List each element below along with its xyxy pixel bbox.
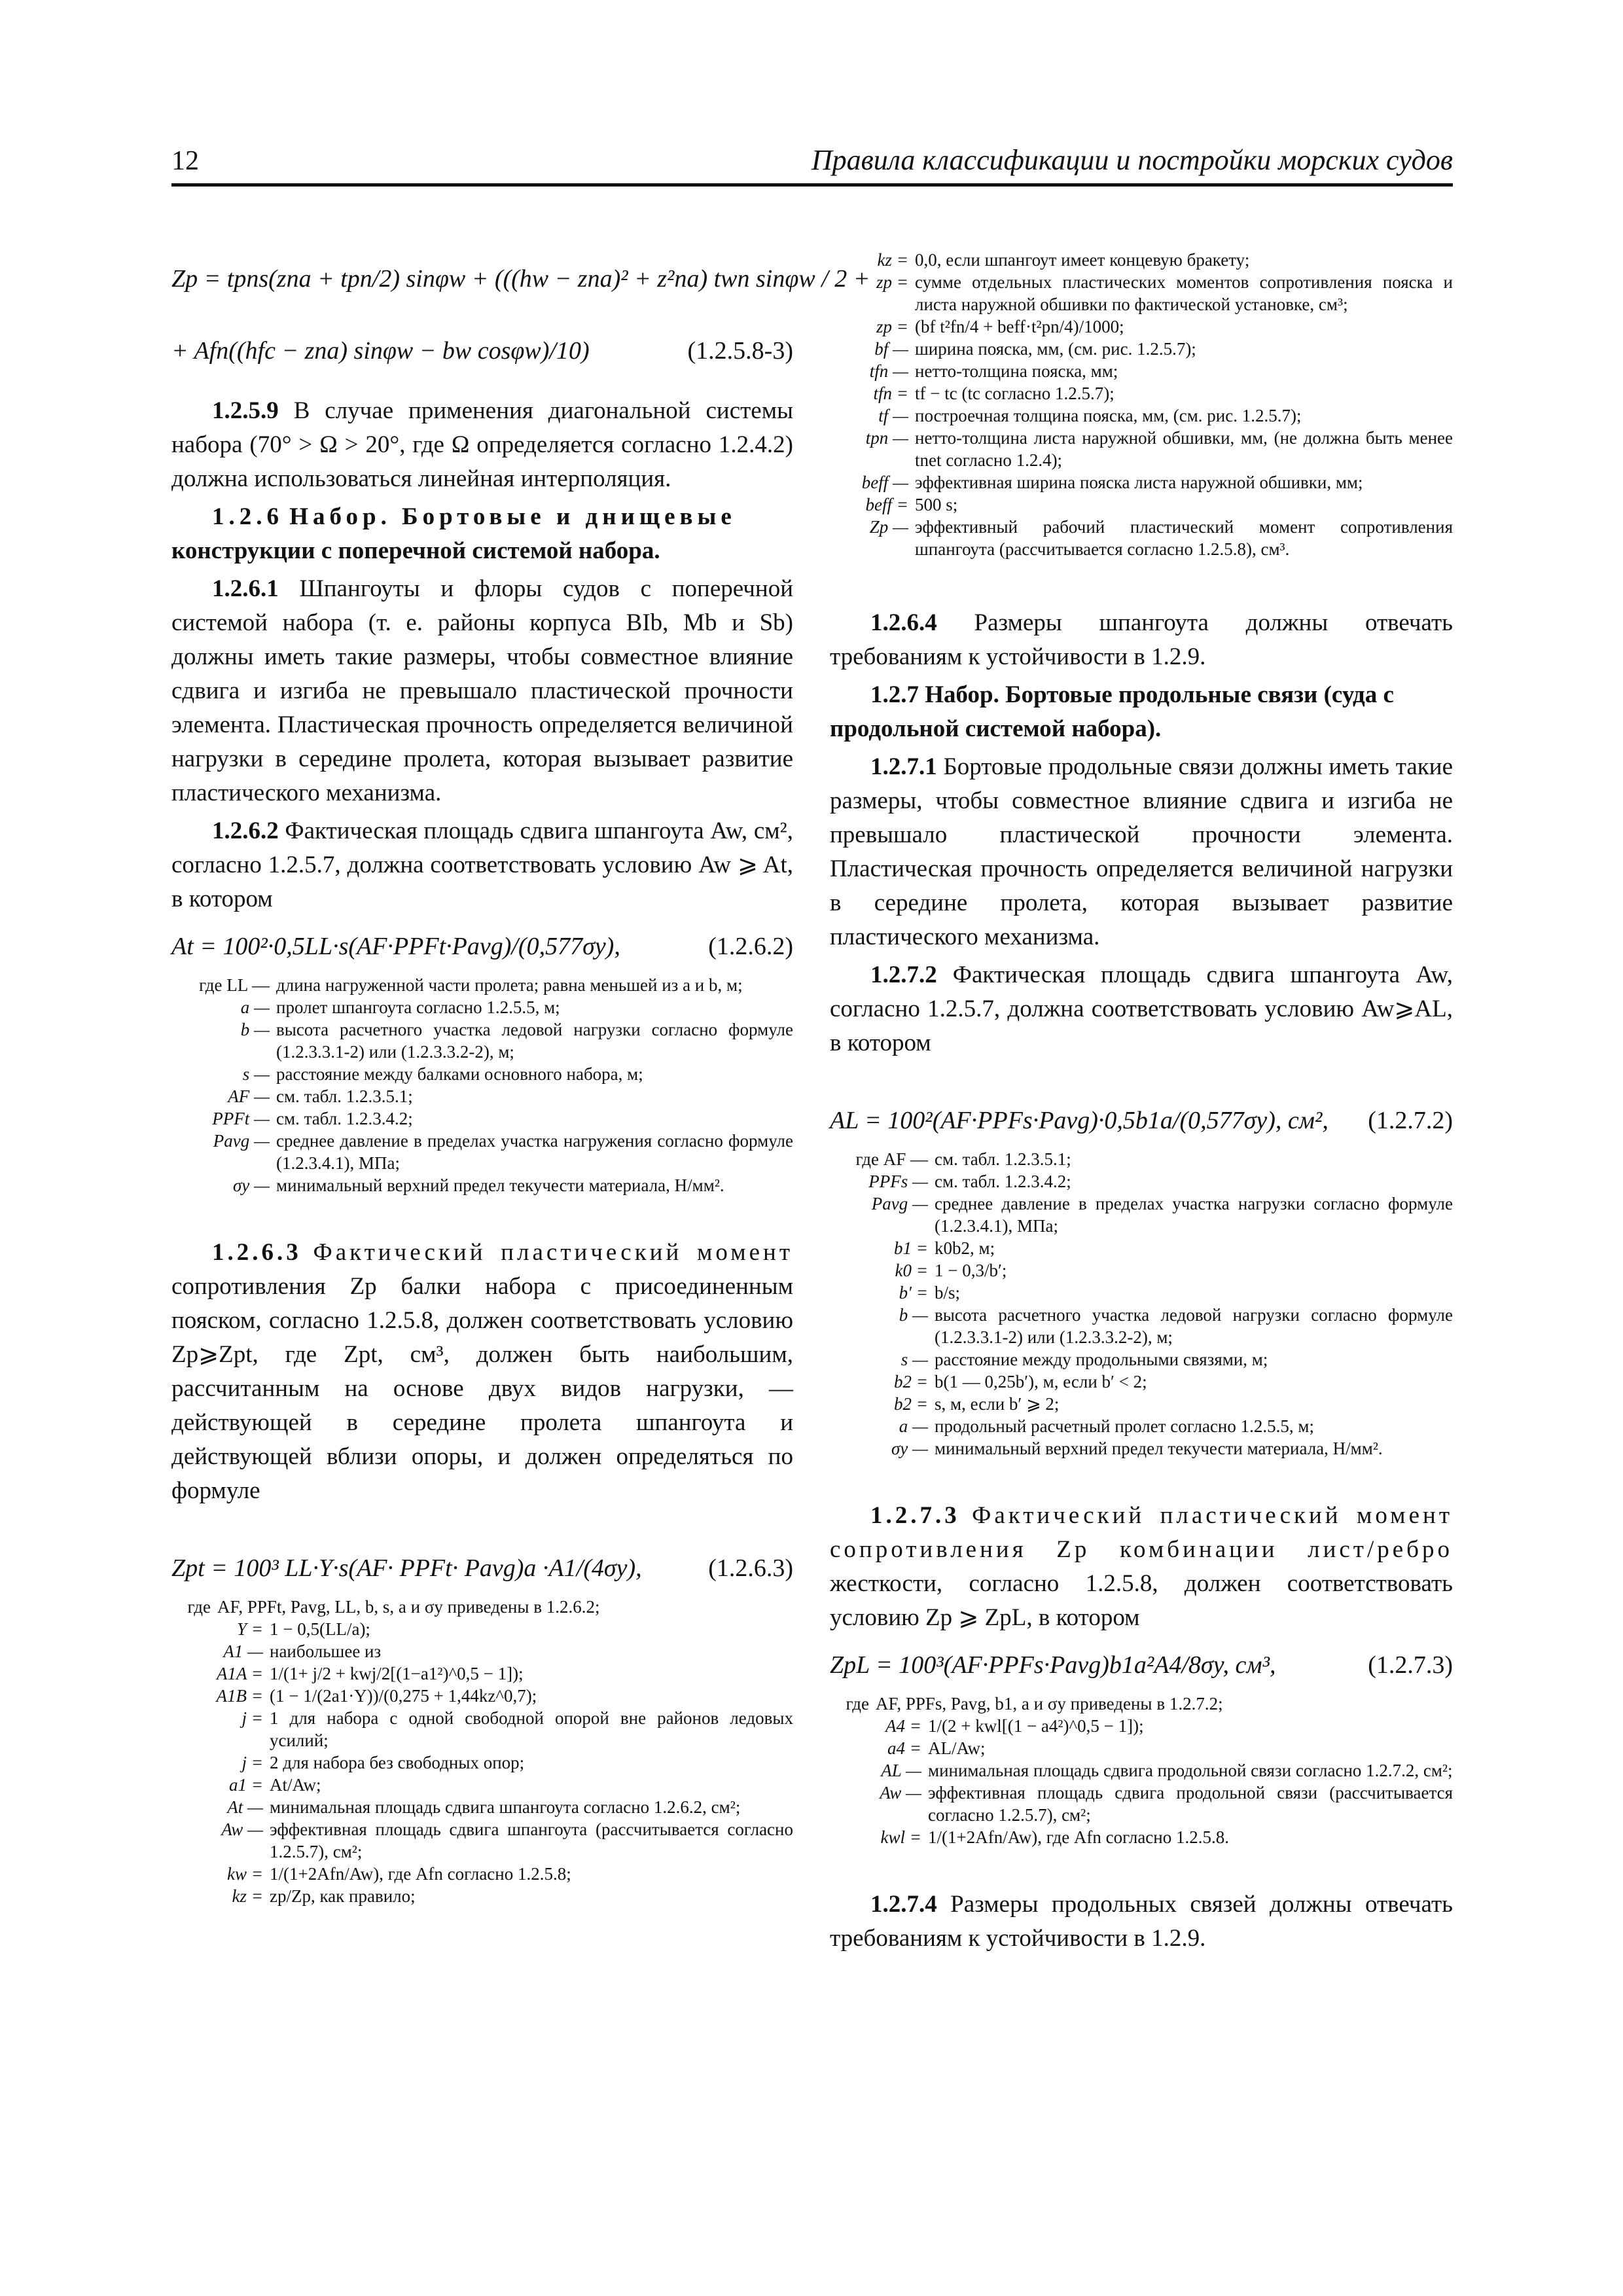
definition-item: kwl = 1/(1+2Afn/Aw), где Afn согласно 1.2.5.8. — [880, 1827, 1229, 1847]
definitions-top — [830, 249, 1453, 560]
section-title-rest: конструкции с поперечной системой набора. — [171, 537, 660, 564]
definition-item: A1 — наибольшее из — [223, 1641, 382, 1661]
spacer — [171, 1196, 793, 1236]
clause-number: 1.2.6.3 — [212, 1239, 302, 1266]
clause-number: 1.2.7.4 — [870, 1891, 937, 1918]
definitions-zpt — [171, 1596, 793, 1907]
clause-number: 1.2.6.1 — [212, 575, 279, 602]
definition-item: a — продольный расчетный пролет согласно 1.2.5.5, м; — [899, 1416, 1314, 1436]
left-column — [171, 249, 870, 1907]
spacer — [830, 560, 1453, 606]
definition-item: A4 = 1/(2 + kwl[(1 − a4²)^0,5 − 1]); — [885, 1716, 1144, 1736]
definition-item: a4 = AL/Aw; — [887, 1738, 986, 1758]
definition-item: At — минимальная площадь сдвига шпангоута согласно 1.2.6.2, см²; — [227, 1797, 741, 1817]
definition-item: A1A = 1/(1+ j/2 + kwj/2[(1−a1²)^0,5 − 1]); — [217, 1664, 524, 1683]
formula-body: Zpt = 100³ LL·Y·s(AF· PPFt· Pavg)a ·A1/(4σy), — [171, 1554, 642, 1582]
formula-body: ZpL = 100³(AF·PPFs·Pavg)b1a²A4/8σy, см³, — [830, 1651, 1276, 1679]
definition-item: где LL — длина нагруженной части пролета; равна меньшей из a и b, м; — [199, 975, 743, 995]
definition-item: PPFt — см. табл. 1.2.3.4.2; — [212, 1109, 413, 1128]
definition-item: AL — минимальная площадь сдвига продольной связи согласно 1.2.7.2, см²; — [881, 1761, 1453, 1780]
clause-number: 1.2.7.2 — [870, 961, 937, 988]
definition-item: b2 = b(1 — 0,25b′), м, если b′ < 2; — [894, 1372, 1147, 1391]
paragraph-text: Размеры шпангоута должны отвечать требованиям к устойчивости в 1.2.9. — [830, 609, 1453, 670]
paragraph-text: В случае применения диагональной системы набора (70° > Ω > 20°, где Ω определяется согласно 1.2.4.2) должна использоваться линейная интерполяция. — [171, 397, 794, 492]
definition-item: tfn — нетто-толщина пояска, мм; — [869, 361, 1118, 381]
spacer — [830, 1848, 1453, 1888]
definition-item: tf — построечная толщина пояска, мм, (см. рис. 1.2.5.7); — [878, 406, 1302, 425]
paragraph-1264 — [830, 606, 1453, 674]
definition-item: kw = 1/(1+2Afn/Aw), где Afn согласно 1.2.5.8; — [227, 1864, 571, 1884]
paragraph-1271 — [830, 750, 1453, 954]
paragraph-1262 — [171, 814, 793, 916]
definition-item: a — пролет шпангоута согласно 1.2.5.5, м; — [240, 997, 560, 1017]
spacer — [830, 1460, 1453, 1499]
definition-item: где AF, PPFt, Pavg, LL, b, s, a и σy приведены в 1.2.6.2; — [187, 1597, 600, 1617]
clause-number: 1.2.6.4 — [870, 609, 937, 636]
paragraph-lead-spaced: Фактический пластический момент сопротивления Zp комбинации лист/ребро — [830, 1502, 1453, 1563]
paragraph-text: жесткости, согласно 1.2.5.8, должен соответствовать условию Zp ⩾ ZpL, в котором — [830, 1570, 1453, 1631]
definitions-at — [171, 974, 793, 1196]
paragraph-text: Шпангоуты и флоры судов с поперечной системой набора (т. е. районы корпуса BIb, Mb и Sb) должны иметь такие размеры, чтобы совместное влияние сдвига и изгиба не превышало пластической прочности элемента. Пластическая прочность определяется величиной нагрузки в середине пролета, которая вызывает развитие пластического механизма. — [171, 575, 793, 806]
paragraph-text: Размеры продольных связей должны отвечать требованиям к устойчивости в 1.2.9. — [830, 1891, 1454, 1952]
paragraph-1272 — [830, 958, 1453, 1060]
formula-zp — [171, 260, 870, 385]
formula-number: (1.2.5.8-3) — [687, 337, 793, 365]
definition-item: kz = zp/Zp, как правило; — [232, 1886, 416, 1906]
definition-item: b′ = b/s; — [899, 1283, 961, 1302]
clause-number: 1.2.5.9 — [212, 397, 279, 424]
paragraph-1261 — [171, 572, 793, 810]
clause-number: 1.2.6.2 — [212, 817, 279, 844]
formula-at — [171, 928, 793, 965]
definition-item: Y = 1 − 0,5(LL/a); — [237, 1619, 370, 1639]
definition-item: s — расстояние между балками основного набора, м; — [242, 1064, 643, 1084]
section-heading-127: 1.2.7 Набор. Бортовые продольные связи (суда с продольной системой набора). — [830, 681, 1394, 742]
formula-number: (1.2.7.2) — [1368, 1107, 1453, 1134]
definition-item: b — высота расчетного участка ледовой нагрузки согласно формуле (1.2.3.3.1-2) или (1.2.3.3.2-2), м; — [899, 1305, 1453, 1347]
paragraph-lead-spaced: Фактический пластический момент — [313, 1239, 793, 1266]
running-title: Правила классификации и постройки морских судов — [811, 144, 1453, 176]
definition-item: где AF — см. табл. 1.2.3.5.1; — [855, 1149, 1071, 1169]
spacer — [171, 1512, 793, 1538]
formula-zpl — [830, 1647, 1453, 1683]
spacer — [830, 1064, 1453, 1090]
definition-item: Zp — эффективный рабочий пластический момент сопротивления шпангоута (рассчитывается согласно 1.2.5.8), см³. — [869, 517, 1453, 559]
definition-item: zp = сумме отдельных пластических моментов сопротивления пояска и листа наружной обшивки по фактической установке, см³; — [876, 272, 1453, 314]
formula-zp-line2: + Afn((hfc − zna) sinφw − bw cosφw)/10) — [171, 337, 590, 365]
paragraph-text: Фактическая площадь сдвига шпангоута Aw, см², согласно 1.2.5.7, должна соответствовать условию Aw ⩾ At, в котором — [171, 817, 793, 912]
definition-item: Aw — эффективная площадь сдвига продольной связи (рассчитывается согласно 1.2.5.7), см²; — [880, 1783, 1453, 1825]
paragraph-text: Бортовые продольные связи должны иметь такие размеры, чтобы совместное влияние сдвига и изгиба не превышало пластической прочности элемента. Пластическая прочность определяется величиной нагрузки в середине пролета, которая вызывает развитие пластического механизма. — [830, 753, 1453, 950]
right-column — [830, 249, 1453, 1960]
definition-item: Pavg — среднее давление в пределах участка нагрузки согласно формуле (1.2.3.4.1), МПа; — [871, 1194, 1453, 1236]
definition-item: beff = 500 s; — [865, 495, 958, 514]
paragraph-text: сопротивления Zp балки набора с присоединенным пояском, согласно 1.2.5.8, должен соответствовать условию Zp⩾Zpt, где Zpt, см³, должен быть наибольшим, рассчитанным на основе двух видов нагрузки, — действующей в середине пролета шпангоута и действующей вблизи опоры, и должен определяться по формуле — [171, 1273, 793, 1504]
definition-item: b1 = k0b2, м; — [894, 1238, 995, 1258]
definition-item: PPFs — см. табл. 1.2.3.4.2; — [868, 1172, 1071, 1191]
definitions-al — [830, 1148, 1453, 1460]
definition-item: bf — ширина пояска, мм, (см. рис. 1.2.5.7); — [874, 339, 1196, 359]
definition-item: b2 = s, м, если b′ ⩾ 2; — [894, 1394, 1060, 1414]
clause-number: 1.2.7.1 — [870, 753, 937, 780]
definition-item: s — расстояние между продольными связями, м; — [901, 1350, 1268, 1369]
formula-number: (1.2.7.3) — [1368, 1651, 1453, 1679]
paragraph-1259 — [171, 394, 793, 496]
clause-number: 1.2.7.3 — [870, 1502, 960, 1529]
formula-number: (1.2.6.2) — [708, 933, 793, 960]
page-number: 12 — [171, 146, 199, 176]
definition-item: j = 1 для набора с одной свободной опорой вне районов ледовых усилий; — [241, 1708, 793, 1750]
definition-item: b — высота расчетного участка ледовой нагрузки согласно формуле (1.2.3.3.1-2) или (1.2.3.3.2-2), м; — [240, 1020, 793, 1062]
paragraph-text: Фактическая площадь сдвига шпангоута Aw, согласно 1.2.5.7, должна соответствовать условию Aw⩾AL, в котором — [830, 961, 1454, 1056]
definition-item: σy — минимальный верхний предел текучести материала, Н/мм². — [891, 1439, 1383, 1458]
definition-item: kz = 0,0, если шпангоут имеет концевую бракету; — [877, 250, 1250, 270]
definitions-zpl — [830, 1693, 1453, 1848]
definition-item: j = 2 для набора без свободных опор; — [241, 1753, 525, 1772]
paragraph-1274 — [830, 1888, 1453, 1956]
formula-number: (1.2.6.3) — [708, 1554, 793, 1582]
formula-zpt — [171, 1550, 793, 1587]
definition-item: Aw — эффективная площадь сдвига шпангоута (рассчитывается согласно 1.2.5.7), см²; — [221, 1820, 793, 1861]
definition-item: beff — эффективная ширина пояска листа наружной обшивки, мм; — [861, 473, 1363, 492]
definition-item: a1 = At/Aw; — [229, 1775, 321, 1795]
section-heading-126 — [171, 500, 793, 568]
definition-item: Pavg — среднее давление в пределах участка нагружения согласно формуле (1.2.3.4.1), МПа; — [213, 1131, 793, 1173]
formula-body: At = 100²·0,5LL·s(AF·PPFt·Pavg)/(0,577σy), — [171, 933, 620, 960]
definition-item: A1B = (1 − 1/(2a1·Y))/(0,275 + 1,44kz^0,7); — [216, 1686, 537, 1706]
formula-al — [830, 1102, 1453, 1139]
definition-item: где AF, PPFs, Pavg, b1, a и σy приведены в 1.2.7.2; — [846, 1694, 1223, 1713]
section-title-spaced: Набор. Бортовые и днищевые — [289, 503, 736, 530]
definition-item: σy — минимальный верхний предел текучести материала, Н/мм². — [232, 1175, 724, 1195]
definition-item: zp = (bf t²fn/4 + beff·t²pn/4)/1000; — [876, 317, 1124, 336]
paragraph-1273 — [830, 1499, 1453, 1635]
definition-item: tpn — нетто-толщина листа наружной обшивки, мм, (не должна быть менее tnet согласно 1.2.4); — [865, 428, 1453, 470]
definition-item: AF — см. табл. 1.2.3.5.1; — [228, 1086, 413, 1106]
formula-zp-line1: Zp = tpns(zna + tpn/2) sinφw + (((hw − zna)² + z²na) twn sinφw / 2 + — [171, 265, 870, 293]
definition-item: k0 = 1 − 0,3/b′; — [895, 1261, 1007, 1280]
paragraph-1263 — [171, 1236, 793, 1508]
page-header — [171, 143, 1453, 187]
formula-body: AL = 100²(AF·PPFs·Pavg)·0,5b1a/(0,577σy), см², — [830, 1107, 1329, 1134]
definition-item: tfn = tf − tc (tc согласно 1.2.5.7); — [873, 384, 1115, 403]
section-number: 1.2.6 — [212, 503, 283, 530]
